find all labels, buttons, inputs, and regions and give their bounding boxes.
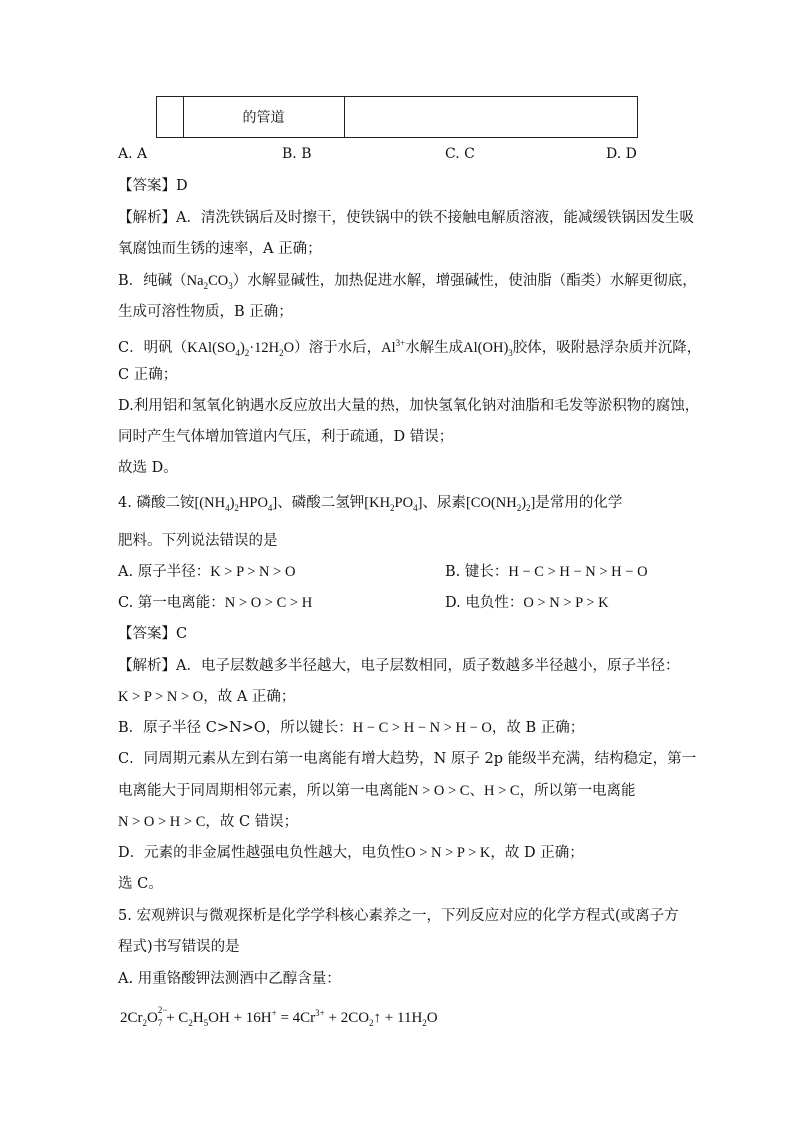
q5-stem2: 程式)书写错误的是 — [118, 939, 240, 955]
q4-option-a: A. 原子半径：K > P > N > O — [118, 564, 296, 580]
q3-explanation-a2: 氧腐蚀而生锈的速率，A 正确； — [118, 241, 322, 257]
q3-explanation-b1: B．纯碱$(Na_2CO_3)$水解显碱性，加热促进水解，增强碱性，使油脂（酯类）水解更彻底， — [118, 273, 697, 291]
q4-answer: 【答案】C — [118, 626, 188, 642]
q4-option-c: C. 第一电离能：N > O > C > H — [118, 595, 313, 611]
q3-answer: 【答案】D — [118, 178, 188, 194]
q4-stem1: 4. 磷酸二铵$[(NH_4)_2HPO_4]$、磷酸二氢钾$[KH_2PO_4]$、尿素$[CO(NH_2)_2]$是常用的化学 — [118, 495, 623, 513]
q4-explanation-c2: 电离能大于同周期相邻元素，所以第一电离能N > O > C、H > C，所以第一电离能 — [118, 783, 636, 799]
option-d: D. D — [606, 146, 637, 162]
q4-explanation-c1: C．同周期元素从左到右第一电离能有增大趋势，N 原子 2p 能级半充满，结构稳定，第一 — [118, 751, 697, 767]
q4-explanation-b1: B．原子半径 C>N>O，所以键长：H − C > H − N > H − O，故 B 正确； — [118, 720, 585, 736]
q4-option-d: D. 电负性：O > N > P > K — [445, 595, 609, 611]
q4-conclusion: 选 C。 — [118, 876, 163, 892]
q5-equation: $2Cr_2O_7$ 2− + $C_2H_5OH + 16H^+ = 4Cr^{3+}$ + $2CO_2↑ + 11H_2O$ — [120, 1005, 438, 1028]
option-b: B. B — [282, 146, 312, 162]
q5-stem1: 5. 宏观辨识与微观探析是化学学科核心素养之一，下列反应对应的化学方程式(或离子方 — [118, 908, 679, 924]
gas-arrow: ↑ — [373, 1010, 382, 1026]
table-fragment — [156, 96, 638, 138]
q4-explanation-a2: K > P > N > O，故 A 正确； — [118, 689, 296, 705]
q4-explanation-a1: 【解析】A．电子层数越多半径越大，电子层数相同，质子数越多半径越小，原子半径： — [118, 658, 680, 674]
option-a: A. A — [118, 146, 148, 162]
q4-option-b: B. 键长：H − C > H − N > H − O — [445, 564, 648, 580]
option-c: C. C — [445, 146, 475, 162]
q4-explanation-c3: N > O > H > C，故 C 错误； — [118, 814, 299, 830]
q3-explanation-c2: C 正确； — [118, 367, 178, 383]
q3-explanation-c1: C．明矾$(KAl(SO_4)_2\cdot 12H_2O)$溶于水后，$Al^{3+}$水解生成$Al(OH)_3$胶体，吸附悬浮杂质并沉降， — [118, 338, 702, 358]
q4-explanation-d1: D．元素的非金属性越强电负性越大，电负性O > N > P > K，故 D 正确； — [118, 845, 584, 861]
q3-explanation-a1: 【解析】A．清洗铁锅后及时擦干，使铁锅中的铁不接触电解质溶液，能减缓铁锅因发生吸 — [118, 210, 694, 226]
q4-stem2: 肥料。下列说法错误的是 — [118, 533, 278, 549]
q3-explanation-d2: 同时产生气体增加管道内气压，利于疏通，D 错误； — [118, 429, 454, 445]
q3-conclusion: 故选 D。 — [118, 460, 178, 476]
table-cell-empty — [157, 97, 184, 137]
table-cell: 的管道 — [183, 97, 345, 137]
q3-explanation-b2: 生成可溶性物质，B 正确； — [118, 304, 293, 320]
q3-explanation-d1: D.利用铝和氢氧化钠遇水反应放出大量的热，加快氢氧化钠对油脂和毛发等淤积物的腐蚀， — [118, 398, 700, 414]
q5-option-a: A. 用重铬酸钾法测酒中乙醇含量： — [118, 971, 341, 987]
